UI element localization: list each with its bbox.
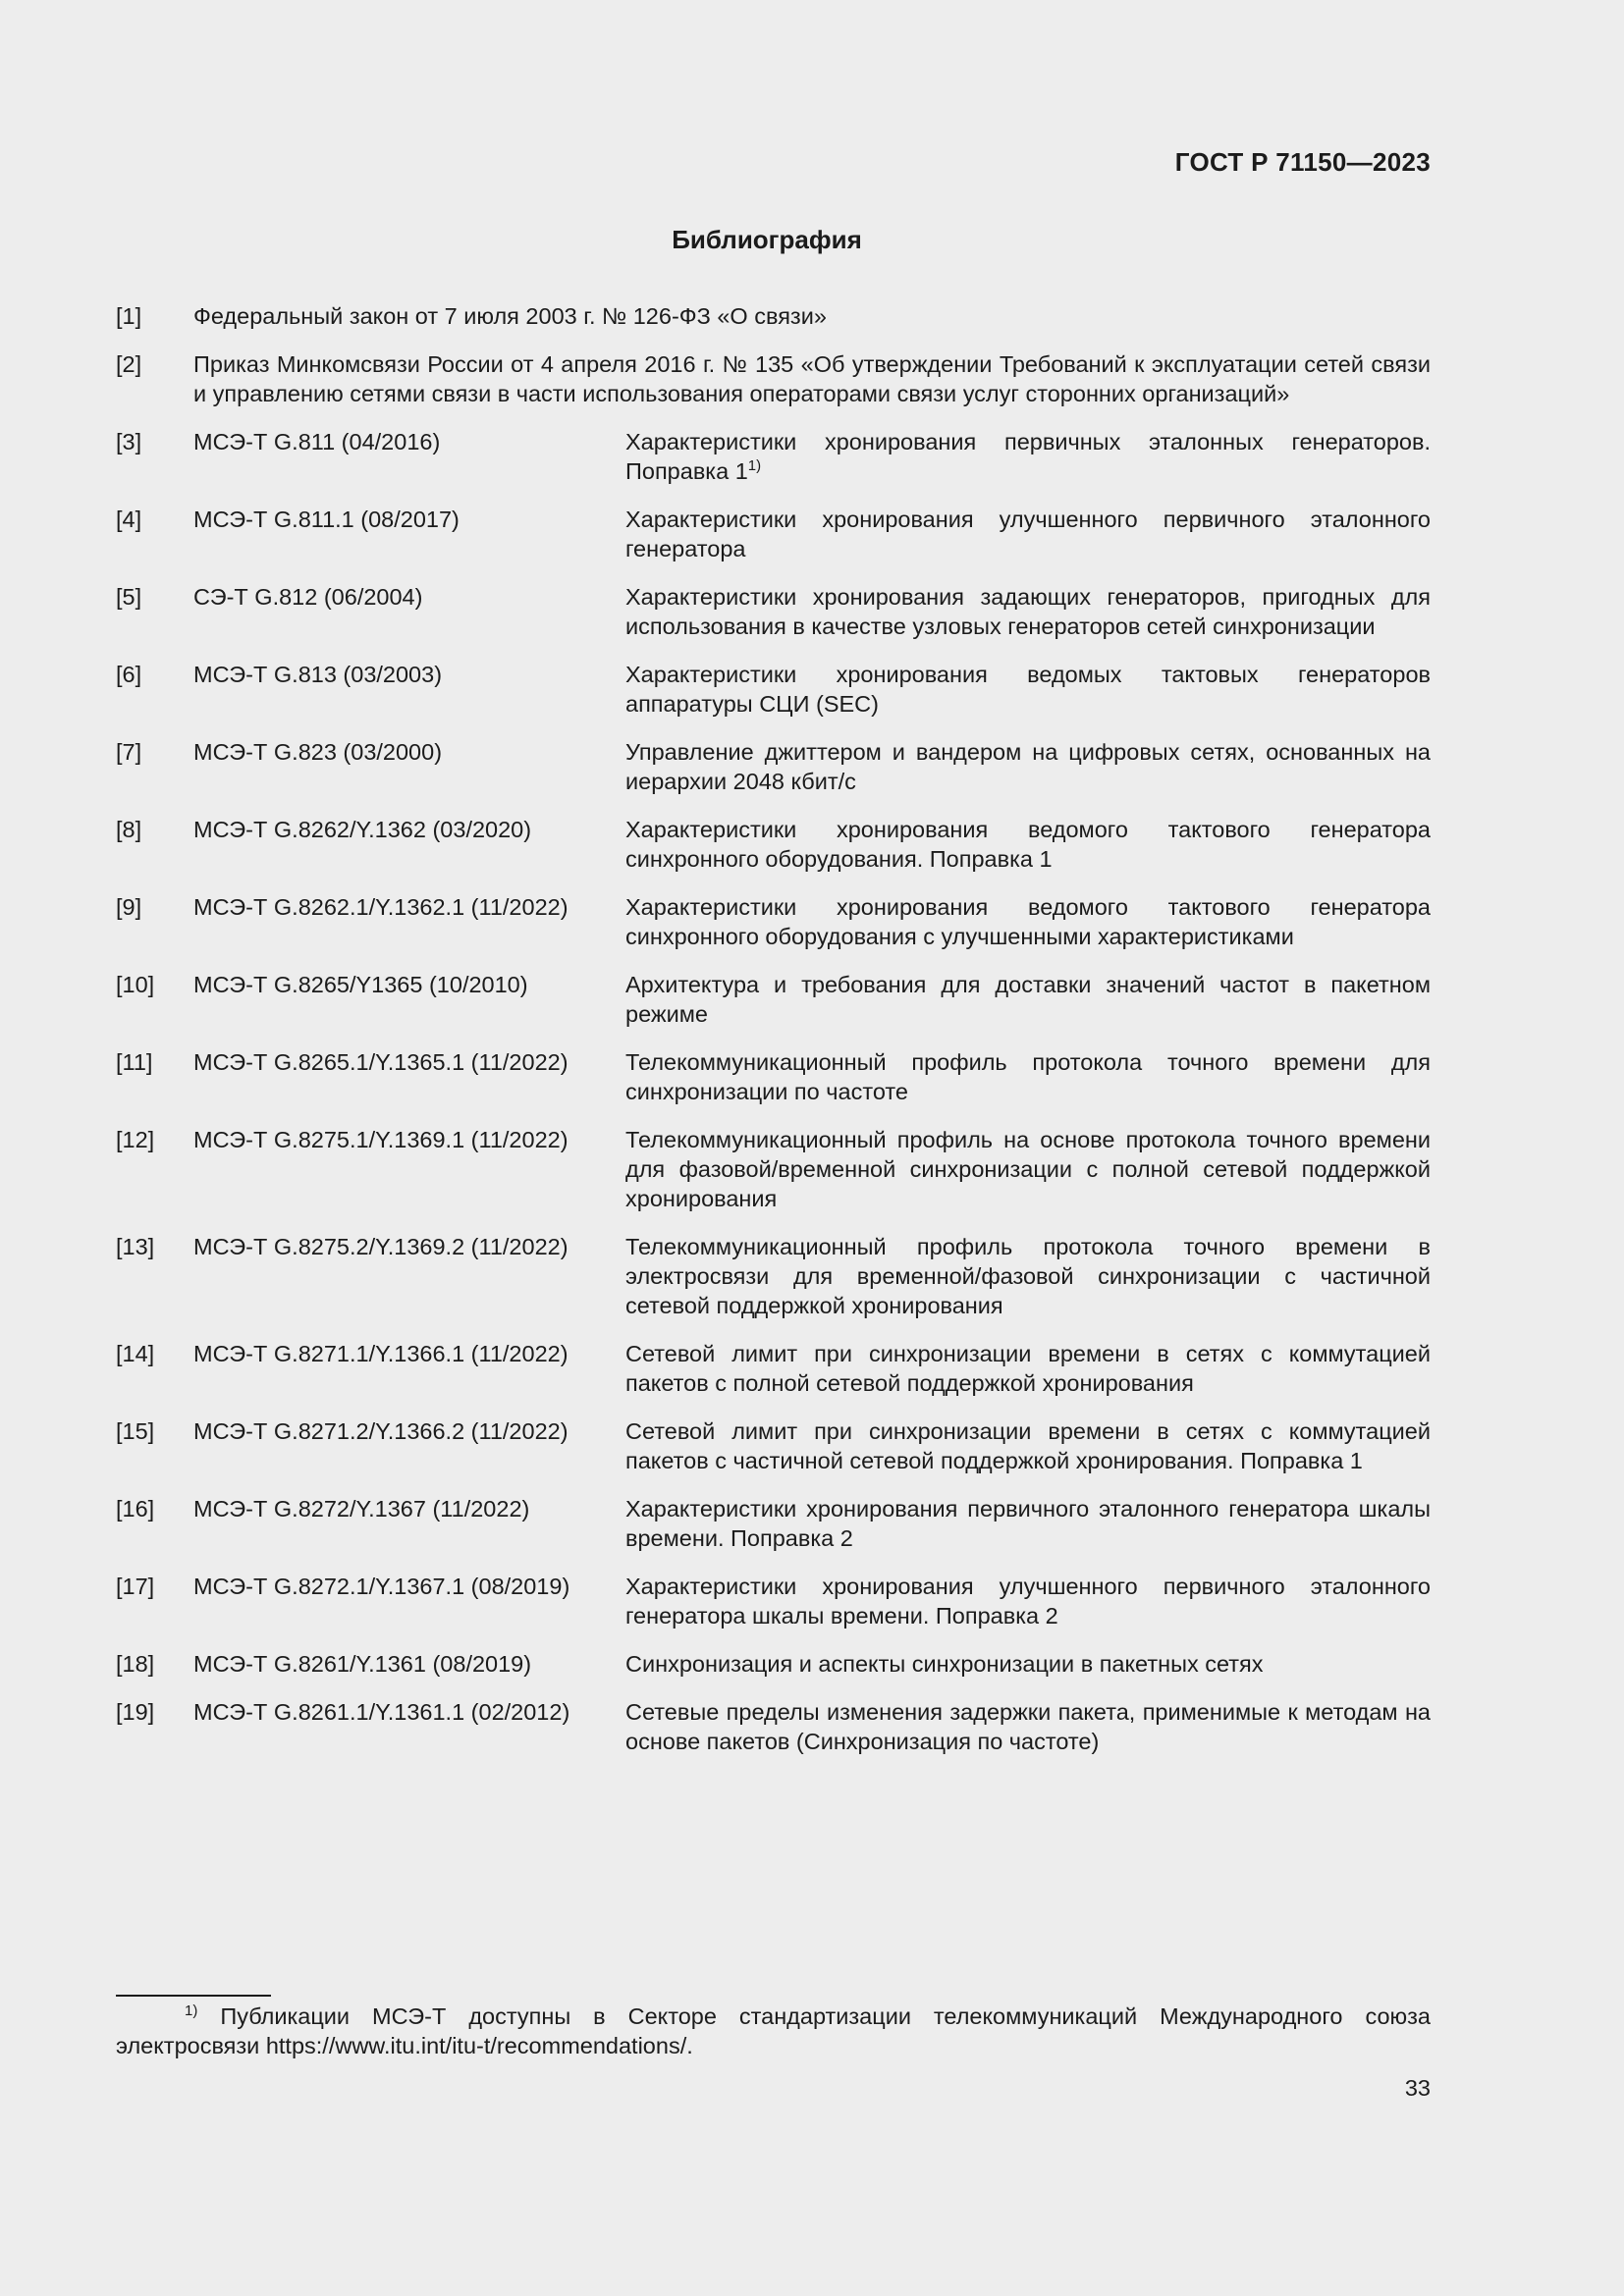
entry-code: МСЭ-Т G.8262.1/Y.1362.1 (11/2022) [193, 894, 568, 920]
entry-description: Характеристики хронирования улучшенного первичного эталонного генератора шкалы времени. Поправка 2 [625, 1574, 1431, 1629]
footnote [116, 2002, 1431, 2060]
entry-number: [4] [116, 507, 142, 532]
entry-number: [8] [116, 817, 142, 842]
entry-code: МСЭ-Т G.811.1 (08/2017) [193, 507, 460, 532]
bibliography-entry [116, 1649, 1431, 1679]
entry-number: [13] [116, 1234, 155, 1259]
entry-number: [7] [116, 739, 142, 765]
bibliography-entry [116, 660, 1431, 719]
footnote-text: Публикации МСЭ-Т доступны в Секторе стандартизации телекоммуникаций Международного союза электросвязи https://www.itu.int/itu-t/recommendations/. [116, 2003, 1431, 2058]
bibliography-entry [116, 1494, 1431, 1553]
entry-number: [18] [116, 1651, 155, 1677]
entry-description: Синхронизация и аспекты синхронизации в пакетных сетях [625, 1651, 1264, 1677]
bibliography-entry [116, 1232, 1431, 1320]
entry-text: Федеральный закон от 7 июля 2003 г. № 126-ФЗ «О связи» [193, 303, 827, 329]
document-header: ГОСТ Р 71150—2023 [1174, 147, 1431, 177]
page-title: Библиография [672, 225, 862, 254]
bibliography-entry [116, 1047, 1431, 1106]
entry-number: [9] [116, 894, 142, 920]
entry-number: [11] [116, 1049, 153, 1075]
bibliography-entry [116, 1697, 1431, 1756]
entry-code: МСЭ-Т G.8272/Y.1367 (11/2022) [193, 1496, 530, 1522]
entry-text: Приказ Минкомсвязи России от 4 апреля 2016 г. № 135 «Об утверждении Требований к эксплуатации сетей связи и управлению сетями связи в части использования операторами связи услуг сторонних организаций» [193, 351, 1431, 406]
entry-description: Телекоммуникационный профиль на основе протокола точного времени для фазовой/временной синхронизации с полной сетевой поддержкой хронирования [625, 1127, 1431, 1211]
entry-number: [6] [116, 662, 142, 687]
bibliography-entry [116, 349, 1431, 408]
entry-code: МСЭ-Т G.823 (03/2000) [193, 739, 443, 765]
bibliography-entry [116, 892, 1431, 951]
entry-number: [14] [116, 1341, 155, 1366]
entry-number: [2] [116, 351, 142, 377]
entry-number: [17] [116, 1574, 155, 1599]
entry-code: МСЭ-Т G.8265/Y1365 (10/2010) [193, 972, 528, 997]
entry-description: Характеристики хронирования ведомых тактовых генераторов аппаратуры СЦИ (SEC) [625, 662, 1431, 717]
entry-description: Характеристики хронирования ведомого тактового генератора синхронного оборудования. Поправка 1 [625, 817, 1431, 872]
bibliography-entry [116, 427, 1431, 486]
entry-code: МСЭ-Т G.8262/Y.1362 (03/2020) [193, 817, 532, 842]
entry-number: [1] [116, 303, 142, 329]
entry-description: Характеристики хронирования задающих генераторов, пригодных для использования в качестве узловых генераторов сетей синхронизации [625, 584, 1431, 639]
entry-description: Характеристики хронирования первичного эталонного генератора шкалы времени. Поправка 2 [625, 1496, 1431, 1551]
entry-description: Характеристики хронирования улучшенного первичного эталонного генератора [625, 507, 1431, 561]
entry-code: МСЭ-Т G.813 (03/2003) [193, 662, 443, 687]
entry-description: Сетевые пределы изменения задержки пакета, применимые к методам на основе пакетов (Синхронизация по частоте) [625, 1699, 1431, 1754]
bibliography-entry [116, 1339, 1431, 1398]
bibliography-entry [116, 970, 1431, 1029]
entry-description: Сетевой лимит при синхронизации времени в сетях с коммутацией пакетов с полной сетевой поддержкой хронирования [625, 1341, 1431, 1396]
entry-code: МСЭ-Т G.8271.2/Y.1366.2 (11/2022) [193, 1418, 568, 1444]
bibliography-entry [116, 1416, 1431, 1475]
entry-number: [15] [116, 1418, 155, 1444]
entry-code: МСЭ-Т G.8265.1/Y.1365.1 (11/2022) [193, 1049, 568, 1075]
entry-number: [3] [116, 429, 142, 454]
entry-description: Архитектура и требования для доставки значений частот в пакетном режиме [625, 972, 1431, 1027]
entry-description [625, 427, 1431, 486]
entry-code: МСЭ-Т G.811 (04/2016) [193, 429, 441, 454]
bibliography-entry [116, 737, 1431, 796]
footnote-marker: 1) [185, 2002, 198, 2019]
entry-description: Управление джиттером и вандером на цифровых сетях, основанных на иерархии 2048 кбит/с [625, 739, 1431, 794]
entry-code: МСЭ-Т G.8275.1/Y.1369.1 (11/2022) [193, 1127, 568, 1152]
bibliography-entry [116, 815, 1431, 874]
bibliography-entry [116, 1125, 1431, 1213]
entry-number: [5] [116, 584, 142, 610]
bibliography-entry [116, 301, 1431, 331]
entry-description: Телекоммуникационный профиль протокола точного времени для синхронизации по частоте [625, 1049, 1431, 1104]
entry-number: [10] [116, 972, 155, 997]
bibliography-list [116, 301, 1431, 1775]
bibliography-entry [116, 1572, 1431, 1630]
entry-number: [12] [116, 1127, 155, 1152]
entry-code: МСЭ-Т G.8261.1/Y.1361.1 (02/2012) [193, 1699, 570, 1725]
entry-code: МСЭ-Т G.8271.1/Y.1366.1 (11/2022) [193, 1341, 568, 1366]
entry-code: МСЭ-Т G.8261/Y.1361 (08/2019) [193, 1651, 532, 1677]
entry-code: МСЭ-Т G.8272.1/Y.1367.1 (08/2019) [193, 1574, 570, 1599]
entry-code: СЭ-Т G.812 (06/2004) [193, 584, 423, 610]
entry-description-text: Характеристики хронирования первичных эталонных генераторов. Поправка 1 [625, 429, 1431, 484]
bibliography-entry [116, 505, 1431, 563]
entry-description: Характеристики хронирования ведомого тактового генератора синхронного оборудования с улучшенными характеристиками [625, 894, 1431, 949]
entry-number: [19] [116, 1699, 155, 1725]
entry-description: Сетевой лимит при синхронизации времени в сетях с коммутацией пакетов с частичной сетевой поддержкой хронирования. Поправка 1 [625, 1418, 1431, 1473]
page-number: 33 [1404, 2075, 1431, 2101]
bibliography-entry [116, 582, 1431, 641]
footnote-reference: 1) [747, 457, 762, 474]
footnote-separator [116, 1995, 271, 1997]
entry-description: Телекоммуникационный профиль протокола точного времени в электросвязи для временной/фазовой синхронизации с частичной сетевой поддержкой хронирования [625, 1234, 1431, 1318]
entry-number: [16] [116, 1496, 155, 1522]
entry-code: МСЭ-Т G.8275.2/Y.1369.2 (11/2022) [193, 1234, 568, 1259]
